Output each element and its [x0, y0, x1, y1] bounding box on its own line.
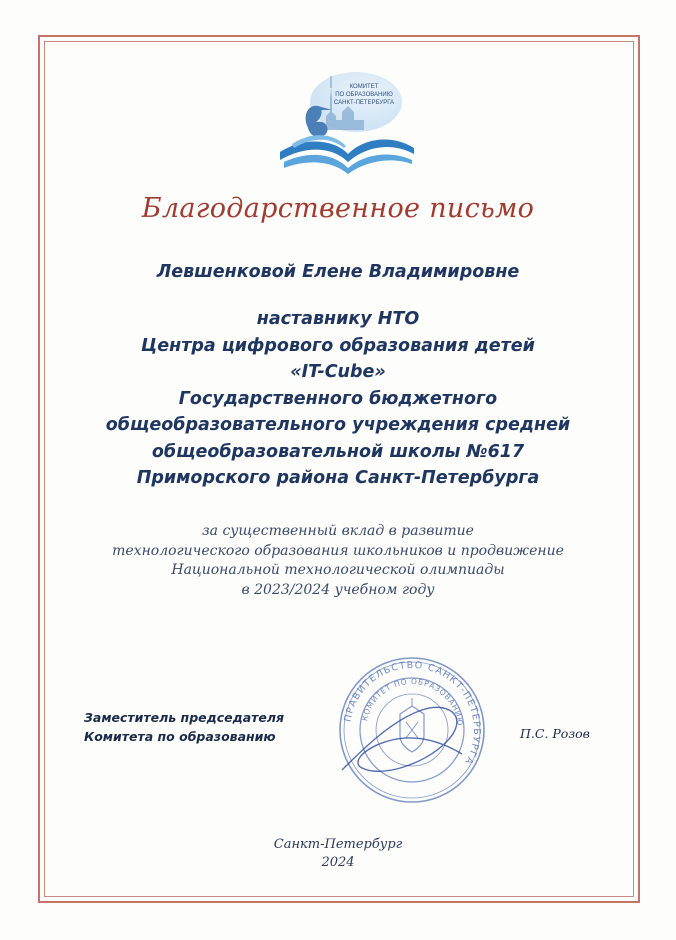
award-reason-block	[40, 522, 636, 600]
role-line: наставнику НТО	[256, 309, 420, 329]
svg-text:САНКТ-ПЕТЕРБУРГА: САНКТ-ПЕТЕРБУРГА	[333, 100, 395, 106]
signer-name: П.С. Розов	[520, 726, 590, 741]
document-title: Благодарственное письмо	[141, 193, 535, 224]
svg-text:ПО ОБРАЗОВАНИЮ: ПО ОБРАЗОВАНИЮ	[335, 92, 393, 98]
reason-line: за существенный вклад в развитие	[202, 523, 474, 539]
signature-scribble	[342, 707, 462, 771]
role-line: общеобразовательной школы №617	[151, 441, 525, 462]
signer-title-line: Заместитель председателя	[84, 710, 285, 725]
role-line: «IT-Cube»	[290, 362, 386, 382]
signer-title	[84, 708, 284, 746]
education-committee-logo	[268, 68, 418, 178]
role-line: Приморского района Санкт-Петербурга	[136, 468, 540, 488]
recipient-name: Левшенковой Елене Владимировне	[156, 262, 520, 282]
city-name: Санкт-Петербург	[273, 837, 403, 852]
svg-text:КОМИТЕТ ПО ОБРАЗОВАНИЮ: КОМИТЕТ ПО ОБРАЗОВАНИЮ	[359, 676, 466, 728]
svg-text:КОМИТЕТ: КОМИТЕТ	[349, 84, 379, 90]
role-line: Центра цифрового образования детей	[141, 335, 535, 356]
role-line: Государственного бюджетного	[178, 388, 498, 409]
issue-year: 2024	[321, 855, 355, 870]
role-line: общеобразовательного учреждения средней	[105, 415, 571, 435]
reason-line: технологического образования школьников и продвижение	[112, 542, 564, 559]
reason-line: в 2023/2024 учебном году	[241, 581, 435, 598]
reason-line: Национальной технологической олимпиады	[171, 562, 505, 578]
signer-title-line: Комитета по образованию	[84, 729, 276, 744]
place-and-year	[0, 836, 676, 872]
svg-text:ПРАВИТЕЛЬСТВО САНКТ-ПЕТЕРБУРГА: ПРАВИТЕЛЬСТВО САНКТ-ПЕТЕРБУРГА	[342, 659, 483, 767]
recipient-role-block	[40, 306, 636, 492]
official-seal-stamp	[322, 650, 502, 810]
